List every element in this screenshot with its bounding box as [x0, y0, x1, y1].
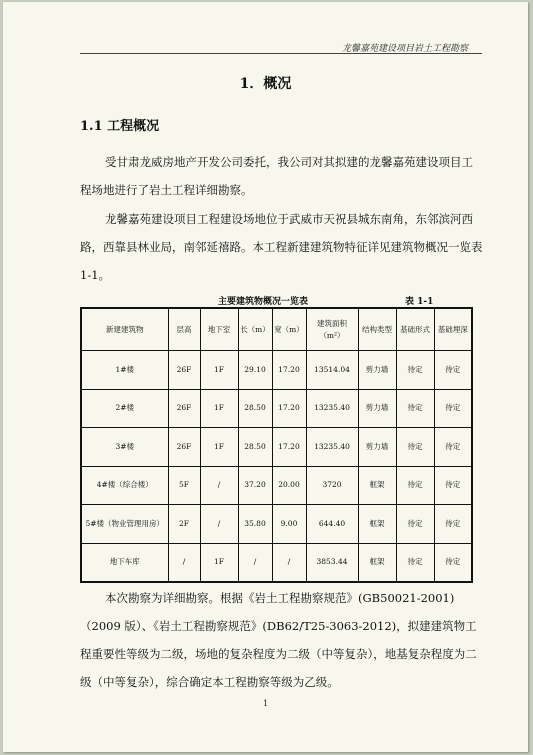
table-caption: 主要建筑物概况一览表: [218, 297, 309, 307]
table-row: [81, 543, 472, 582]
table-cell: 29.10: [238, 351, 272, 390]
table-cell: 剪力墙: [358, 351, 396, 390]
table-cell: 2#楼: [81, 389, 168, 428]
table-number: 表 1-1: [405, 297, 434, 307]
header-cell: 基础埋深: [434, 308, 472, 351]
table-cell: /: [272, 543, 306, 582]
table-cell: 17.20: [272, 428, 306, 467]
table-cell: 13514.04: [306, 351, 358, 390]
table-cell: 17.20: [272, 389, 306, 428]
table-cell: 待定: [434, 389, 472, 428]
table-cell: 2F: [168, 505, 200, 544]
table-cell: 28.50: [238, 389, 272, 428]
table-cell: 1F: [200, 428, 238, 467]
table-cell: 1F: [200, 543, 238, 582]
table-cell: 待定: [434, 428, 472, 467]
header-cell: 地下室: [200, 308, 238, 351]
table-cell: /: [168, 543, 200, 582]
table-cell: 框架: [358, 543, 396, 582]
table-cell: 1#楼: [81, 351, 168, 390]
table-cell: 5#楼（物业管理用房）: [81, 505, 168, 544]
table-cell: 26F: [168, 389, 200, 428]
page-number: 1: [262, 699, 269, 708]
table-header-row: [81, 308, 472, 351]
table-row: [81, 428, 472, 467]
table-cell: 待定: [396, 505, 434, 544]
table-cell: 1F: [200, 351, 238, 390]
table-row: [81, 389, 472, 428]
paragraph-site-location: 龙馨嘉苑建设项目工程建设场地位于武威市天祝县城东南角，东邻滨河西路，西靠县林业局，南邻延禧路。本工程新建建筑物特征详见建筑物概况一览表 1-1。: [80, 212, 483, 282]
table-cell: /: [200, 466, 238, 505]
table-cell: 9.00: [272, 505, 306, 544]
table-cell: 剪力墙: [358, 389, 396, 428]
paragraph-commission: 受甘肃龙威房地产开发公司委托，我公司对其拟建的龙馨嘉苑建设项目工程场地进行了岩土工程详细勘察。: [80, 155, 473, 197]
table-cell: 待定: [396, 543, 434, 582]
table-cell: 3#楼: [81, 428, 168, 467]
table-cell: 剪力墙: [358, 428, 396, 467]
table-cell: 待定: [434, 543, 472, 582]
table-cell: 待定: [396, 389, 434, 428]
table-cell: 644.40: [306, 505, 358, 544]
table-cell: 3853.44: [306, 543, 358, 582]
header-cell: 结构类型: [358, 308, 396, 351]
document-page: [3, 2, 528, 752]
table-cell: 待定: [434, 351, 472, 390]
header-rule: [80, 53, 482, 54]
table-cell: 地下车库: [81, 543, 168, 582]
table-cell: 待定: [396, 428, 434, 467]
paragraph-investigation-grade: 本次勘察为详细勘察。根据《岩土工程勘察规范》(GB50021-2001)（2009 版）、《岩土工程勘察规范》(DB62/T25-3063-2012)，拟建建筑物工程重要性等级为二级，场地的复杂程度为二级（中等复杂），地基复杂程度为二级（中等复杂），综合确定本工程勘察等级为乙级。: [80, 591, 477, 689]
table-cell: 1F: [200, 389, 238, 428]
header-cell: 基础形式: [396, 308, 434, 351]
table-cell: 13235.40: [306, 428, 358, 467]
table-row: [81, 351, 472, 390]
table-cell: 待定: [434, 505, 472, 544]
header-cell: 长（m）: [238, 308, 272, 351]
table-cell: 框架: [358, 505, 396, 544]
table-cell: 13235.40: [306, 389, 358, 428]
table-row: [81, 466, 472, 505]
chapter-title: 1．概况: [239, 76, 292, 92]
table-cell: 框架: [358, 466, 396, 505]
table-cell: 4#楼（综合楼）: [81, 466, 168, 505]
header-cell: 新建建筑物: [81, 308, 168, 351]
table-cell: 37.20: [238, 466, 272, 505]
running-header: 龙馨嘉苑建设项目岩土工程勘察: [341, 44, 468, 54]
table-cell: 待定: [434, 466, 472, 505]
section-title: 1.1 工程概况: [80, 119, 160, 134]
table-cell: 35.80: [238, 505, 272, 544]
table-cell: 待定: [396, 466, 434, 505]
table-cell: 待定: [396, 351, 434, 390]
building-overview-table: [80, 307, 473, 583]
header-cell: 宽（m）: [272, 308, 306, 351]
table-row: [81, 505, 472, 544]
table-cell: /: [200, 505, 238, 544]
table-cell: 5F: [168, 466, 200, 505]
table-cell: 17.20: [272, 351, 306, 390]
header-cell: 层高: [168, 308, 200, 351]
table-cell: 3720: [306, 466, 358, 505]
table-cell: 20.00: [272, 466, 306, 505]
header-cell: 建筑面积（m²）: [306, 308, 358, 351]
table-cell: 26F: [168, 428, 200, 467]
table-cell: /: [238, 543, 272, 582]
table-cell: 26F: [168, 351, 200, 390]
table-cell: 28.50: [238, 428, 272, 467]
